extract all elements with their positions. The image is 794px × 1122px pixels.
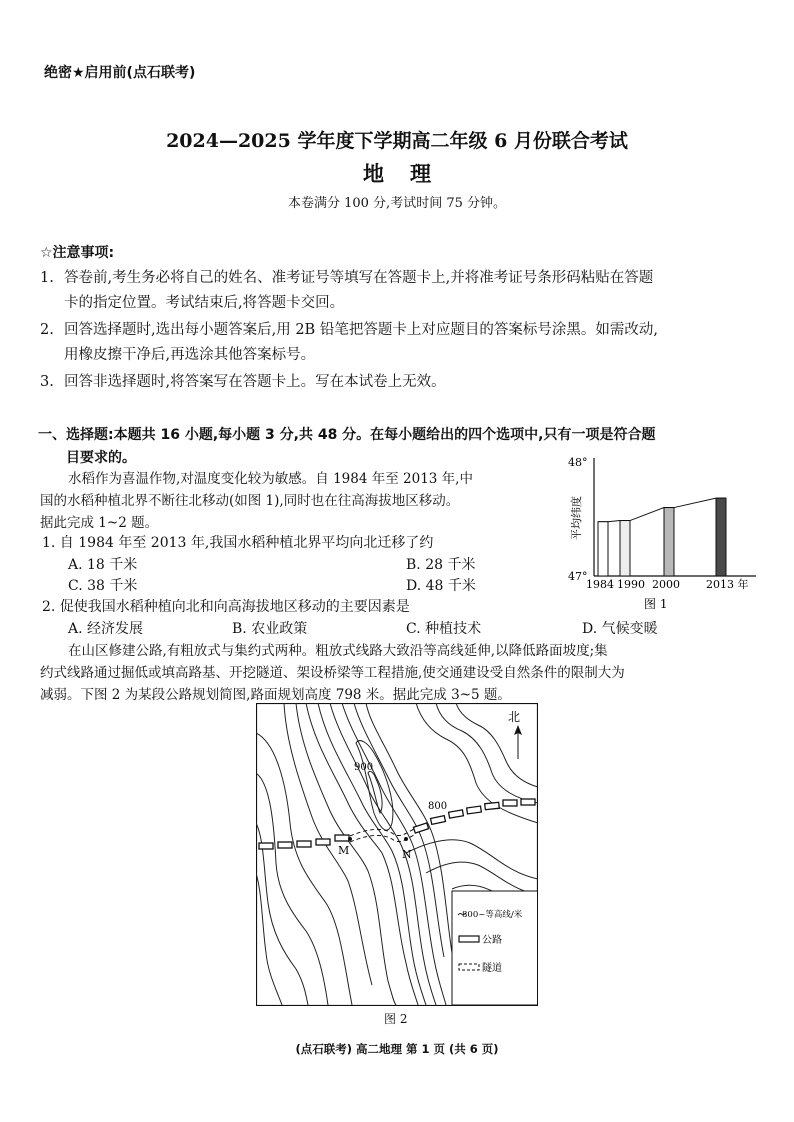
note-text: 回答选择题时,选出每小题答案后,用 2B 铅笔把答题卡上对应题目的答案标号涂黑。如需改动,	[64, 322, 658, 338]
legend-box	[452, 891, 538, 1005]
q1-option-c: C. 38 千米	[68, 578, 138, 594]
legend-road-symbol	[459, 936, 479, 942]
section-heading-line: 一、选择题:本题共 16 小题,每小题 3 分,共 48 分。在每小题给出的四个选项中,只有一项是符合题	[38, 427, 656, 443]
y-tick-bottom: 47°	[568, 570, 588, 583]
passage-1	[40, 468, 570, 534]
bar-1984	[598, 522, 608, 576]
bar-2013	[716, 498, 726, 576]
passage-2	[40, 640, 756, 706]
legend-tunnel-label: 隧道	[482, 963, 502, 974]
note-item-2	[40, 318, 756, 368]
secret-mark: 绝密★启用前(点石联考)	[44, 65, 196, 81]
note-item-3	[40, 370, 756, 395]
passage-line: 水稻作为喜温作物,对温度变化较为敏感。自 1984 年至 2013 年,中	[68, 471, 473, 487]
note-text: 回答非选择题时,将答案写在答题卡上。写在本试卷上无效。	[64, 374, 446, 390]
notes-heading: ☆注意事项:	[40, 245, 115, 261]
x-tick-2013: 2013 年	[706, 578, 749, 591]
figure-2-caption: 图 2	[384, 1012, 408, 1026]
full-mark-note: 本卷满分 100 分,考试时间 75 分钟。	[287, 196, 507, 211]
bar-1990	[620, 521, 630, 576]
point-n-label: N	[402, 848, 412, 861]
note-text: 答卷前,考生务必将自己的姓名、准考证号等填写在答题卡上,并将准考证号条形码粘贴在答题	[64, 270, 654, 286]
contour-900-label: 900	[354, 762, 374, 773]
figure-1-caption: 图 1	[644, 597, 668, 611]
note-num: 3.	[40, 374, 54, 390]
q2-option-d: D. 气候变暖	[582, 621, 658, 637]
page-footer: (点石联考) 高二地理 第 1 页 (共 6 页)	[295, 1042, 499, 1056]
subject-title: 地理	[363, 161, 457, 186]
note-num: 2.	[40, 322, 54, 338]
north-label: 北	[508, 710, 521, 724]
exam-title: 2024—2025 学年度下学期高二年级 6 月份联合考试	[166, 130, 628, 152]
legend-contour-label: 800~等高线/米	[462, 910, 523, 920]
q1-option-b: B. 28 千米	[406, 557, 476, 573]
trend-line	[598, 498, 726, 522]
note-text: 卡的指定位置。考试结束后,将答题卡交回。	[64, 295, 345, 311]
q1-option-a: A. 18 千米	[68, 557, 138, 573]
x-tick-2000: 2000	[652, 578, 680, 591]
y-tick-top: 48°	[568, 456, 588, 469]
contour-800-label: 800	[428, 801, 448, 812]
x-tick-1984: 1984	[586, 578, 614, 591]
legend-road-label: 公路	[482, 935, 502, 946]
passage-line: 据此完成 1~2 题。	[40, 515, 159, 531]
point-n	[404, 837, 408, 841]
q2-option-c: C. 种植技术	[406, 621, 482, 637]
passage-line: 约式线路通过掘低或填高路基、开挖隧道、架设桥梁等工程措施,使交通建设受自然条件的限制大为	[40, 665, 625, 681]
q1-option-d: D. 48 千米	[406, 578, 476, 594]
q2-option-b: B. 农业政策	[232, 621, 308, 637]
figure-1-chart	[560, 448, 760, 618]
x-tick-1990: 1990	[617, 578, 645, 591]
figure-2-map	[256, 703, 538, 1006]
note-item-1	[40, 266, 756, 316]
point-m	[348, 837, 352, 841]
passage-line: 减弱。下图 2 为某段公路规划简图,路面规划高度 798 米。据此完成 3~5 题。	[40, 687, 511, 703]
y-axis-label: 平均纬度	[570, 496, 583, 540]
note-text: 用橡皮擦干净后,再选涂其他答案标号。	[64, 347, 316, 363]
passage-line: 在山区修建公路,有粗放式与集约式两种。粗放式线路大致沿等高线延伸,以降低路面坡度;集	[68, 643, 608, 659]
section-heading-line: 目要求的。	[66, 450, 136, 466]
point-m-label: M	[338, 844, 350, 857]
q2-option-a: A. 经济发展	[68, 621, 144, 637]
question-1-stem: 1. 自 1984 年至 2013 年,我国水稻种植北界平均向北迁移了约	[42, 535, 434, 551]
passage-line: 国的水稻种植北界不断往北移动(如图 1),同时也在往高海拔地区移动。	[40, 493, 460, 509]
note-num: 1.	[40, 270, 54, 286]
question-2-stem: 2. 促使我国水稻种植向北和向高海拔地区移动的主要因素是	[42, 599, 410, 615]
bar-2000	[664, 508, 674, 576]
